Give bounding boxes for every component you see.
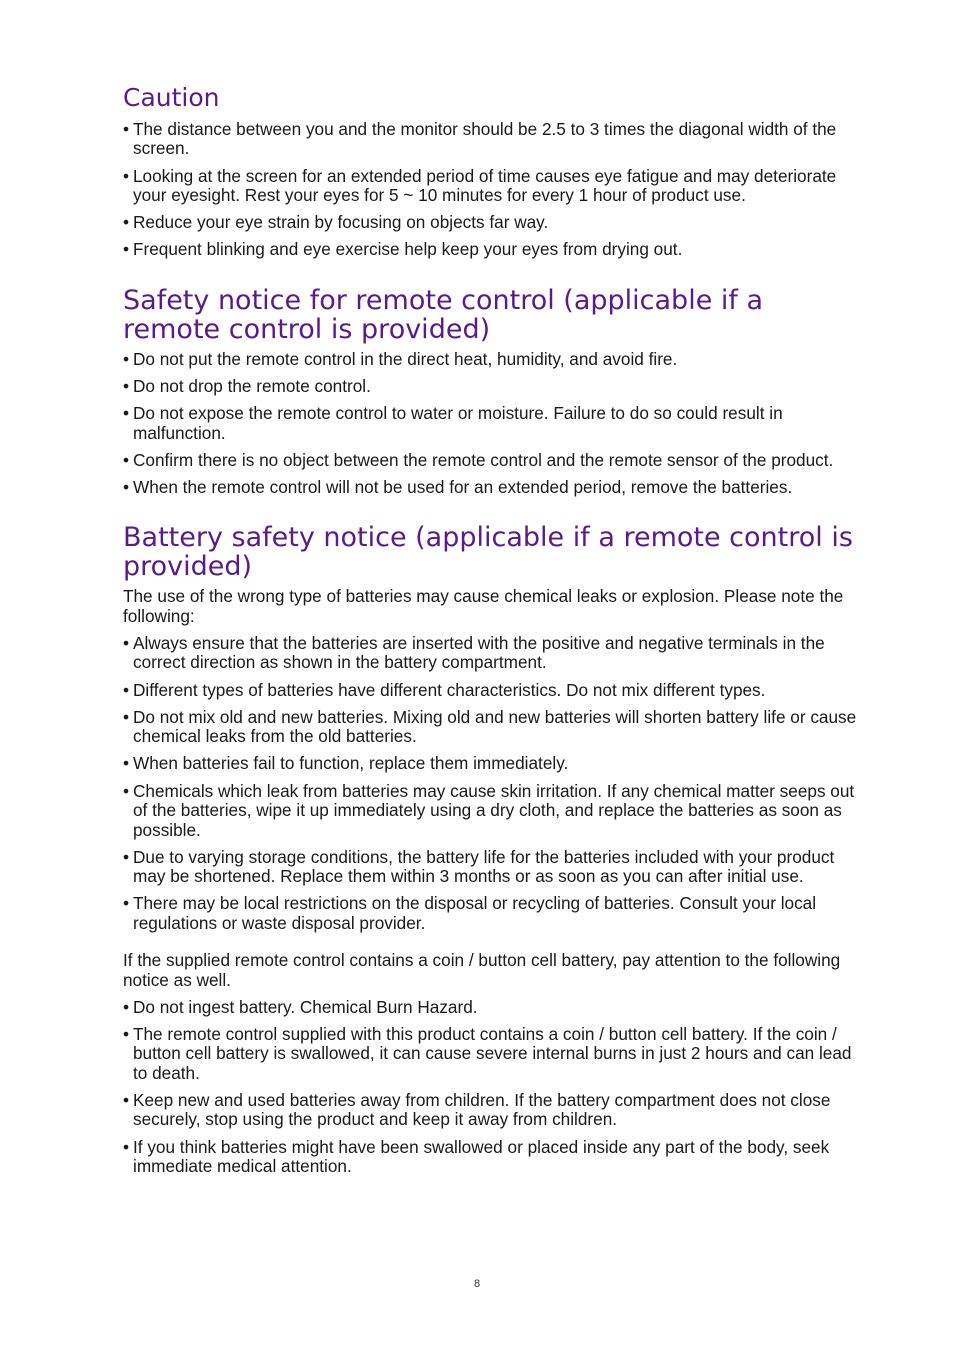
bullet: • [123,1089,130,1110]
list-item [123,1138,868,1177]
caution-list [123,120,868,260]
bullet: • [123,477,130,498]
list-item-text: There may be local restrictions on the disposal or recycling of batteries. Consult your local regulations or waste disposal provider. [133,893,817,933]
coin-battery-list [123,998,868,1177]
list-item-text: Do not mix old and new batteries. Mixing old and new batteries will shorten battery life or cause chemical leaks from the old batteries. [133,706,857,747]
bullet: • [123,753,130,774]
list-item-text: Due to varying storage conditions, the battery life for the batteries included with your product may be shortened. Replace them within 3 months or as soon as you can after initial use. [133,846,835,887]
bullet: • [123,165,130,186]
bullet: • [123,1136,130,1157]
bullet: • [123,893,130,914]
remote-list [123,350,868,498]
bullet: • [123,996,130,1017]
list-item [123,213,868,232]
list-item [123,377,868,396]
bullet: • [123,679,130,700]
list-item-text: When batteries fail to function, replace them immediately. [133,753,569,774]
caution-heading: Caution [123,83,220,112]
list-item-text: Reduce your eye strain by focusing on objects far way. [133,212,549,233]
list-item [123,681,868,700]
list-item [123,848,868,887]
bullet: • [123,780,130,801]
bullet: • [123,119,130,139]
coin-battery-intro: If the supplied remote control contains a coin / button cell battery, pay attention to the following notice as well. [123,950,841,990]
list-item-text: Chemicals which leak from batteries may cause skin irritation. If any chemical matter seeps out of the batteries, wipe it up immediately using a dry cloth, and replace the batteries as soon as possible. [133,780,855,840]
list-item [123,754,868,773]
battery-heading: Battery safety notice (applicable if a remote control is provided) [123,522,853,583]
list-item [123,1025,868,1083]
list-item-text: Keep new and used batteries away from children. If the battery compartment does not close securely, stop using the product and keep it away from children. [133,1089,831,1130]
bullet: • [123,706,130,727]
list-item [123,998,868,1017]
list-item-text: Do not expose the remote control to water or moisture. Failure to do so could result in malfunction. [133,403,783,443]
battery-list [123,634,868,933]
list-item [123,708,868,747]
remote-section [123,286,868,498]
page-number: 8 [473,1278,481,1290]
list-item [123,120,868,159]
list-item [123,350,868,369]
list-item [123,167,868,206]
list-item-text: Confirm there is no object between the remote control and the remote sensor of the product. [133,449,834,470]
bullet: • [123,403,130,424]
list-item-text: Different types of batteries have different characteristics. Do not mix different types. [133,679,766,700]
list-item-text: Do not drop the remote control. [133,376,371,397]
list-item [123,404,868,443]
list-item [123,782,868,840]
bullet: • [123,633,130,654]
list-item-text: When the remote control will not be used for an extended period, remove the batteries. [133,477,793,498]
list-item-text: If you think batteries might have been swallowed or placed inside any part of the body, seek immediate medical attention. [133,1136,830,1176]
bullet: • [123,449,130,470]
bullet: • [123,1023,130,1044]
bullet: • [123,376,130,397]
list-item-text: Always ensure that the batteries are inserted with the positive and negative terminals in the correct direction as shown in the battery compartment. [133,633,825,673]
list-item [123,240,868,259]
list-item [123,894,868,933]
remote-heading: Safety notice for remote control (applicable if a remote control is provided) [123,284,764,345]
battery-intro: The use of the wrong type of batteries may cause chemical leaks or explosion. Please note the following: [123,586,844,626]
battery-section [123,523,868,1176]
list-item-text: The remote control supplied with this product contains a coin / button cell battery. If the coin / button cell battery is swallowed, it can cause severe internal burns in just 2 hours and can lead to death. [133,1023,852,1083]
list-item [123,1091,868,1130]
list-item-text: Frequent blinking and eye exercise help keep your eyes from drying out. [133,239,683,260]
list-item [123,478,868,497]
caution-section [123,84,868,260]
list-item [123,634,868,673]
list-item-text: Looking at the screen for an extended period of time causes eye fatigue and may deteriorate your eyesight. Rest your eyes for 5 ~ 10 minutes for every 1 hour of product use. [133,165,837,206]
bullet: • [123,239,130,260]
list-item-text: Do not put the remote control in the direct heat, humidity, and avoid fire. [133,348,678,369]
list-item-text: Do not ingest battery. Chemical Burn Hazard. [133,996,478,1017]
page-content [123,84,868,1184]
bullet: • [123,846,130,867]
list-item-text: The distance between you and the monitor should be 2.5 to 3 times the diagonal width of the screen. [133,119,837,159]
list-item [123,451,868,470]
bullet: • [123,348,130,369]
bullet: • [123,212,130,233]
